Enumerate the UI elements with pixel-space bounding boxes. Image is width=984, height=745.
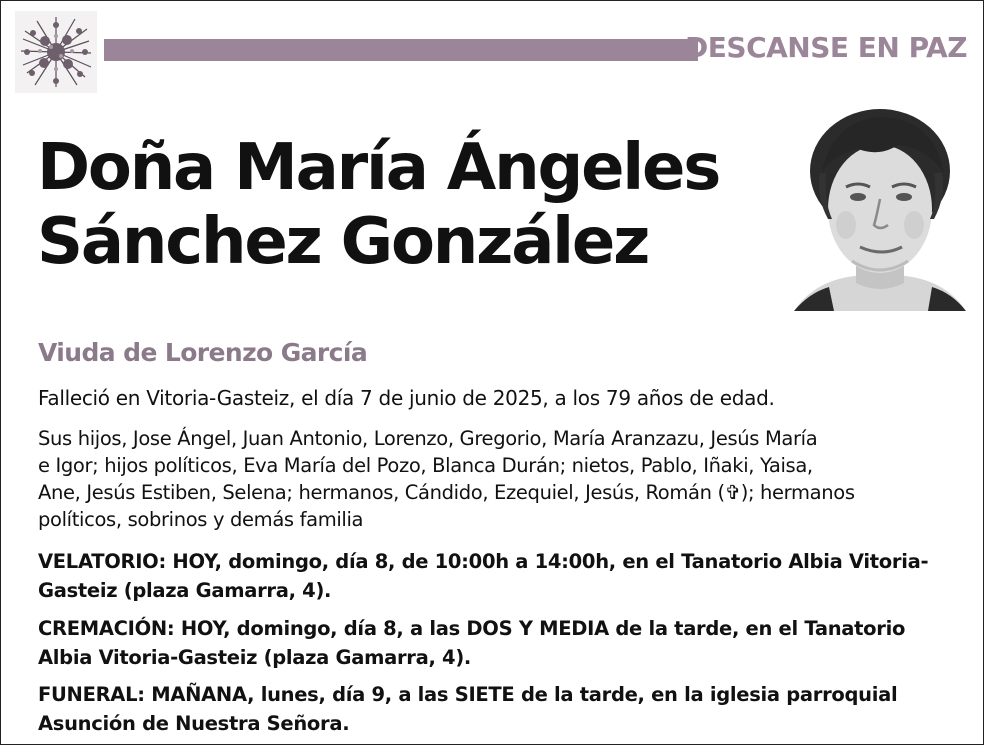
wake-line: Gasteiz (plaza Gamarra, 4).: [38, 579, 332, 602]
family-line: políticos, sobrinos y demás familia: [38, 508, 364, 531]
family-line: Sus hijos, Jose Ángel, Juan Antonio, Lorenzo, Gregorio, María Aranzazu, Jesús María: [38, 427, 818, 450]
widow-of: Viuda de Lorenzo García: [38, 338, 368, 367]
funeral-line: FUNERAL: MAÑANA, lunes, día 9, a las SIETE de la tarde, en la iglesia parroquial: [38, 683, 898, 706]
portrait-photo: [794, 101, 966, 311]
funeral-details: [38, 680, 897, 738]
cremation-line: Albia Vitoria-Gasteiz (plaza Gamarra, 4).: [38, 646, 472, 669]
wake-line: VELATORIO: HOY, domingo, día 8, de 10:00h a 14:00h, en el Tanatorio Albia Vitoria-: [38, 550, 929, 573]
cremation-line: CREMACIÓN: HOY, domingo, día 8, a las DOS Y MEDIA de la tarde, en el Tanatorio: [38, 617, 906, 640]
family-line: e Igor; hijos políticos, Eva María del Pozo, Blanca Durán; nietos, Pablo, Iñaki, Yaisa,: [38, 454, 813, 477]
family-members: [38, 425, 938, 533]
deceased-name: [37, 131, 719, 279]
name-line-1: Doña María Ángeles: [37, 131, 720, 205]
header-label: DESCANSE EN PAZ: [685, 31, 967, 64]
name-line-2: Sánchez González: [37, 205, 649, 280]
wake-details: [38, 547, 928, 605]
flower-icon: [15, 11, 97, 93]
header-bar: [104, 39, 698, 61]
death-announcement: Falleció en Vitoria-Gasteiz, el día 7 de junio de 2025, a los 79 años de edad.: [38, 386, 775, 410]
cremation-details: [38, 614, 905, 672]
family-line: Ane, Jesús Estiben, Selena; hermanos, Cándido, Ezequiel, Jesús, Román (✞); hermanos: [38, 481, 855, 504]
funeral-line: Asunción de Nuestra Señora.: [38, 712, 350, 735]
